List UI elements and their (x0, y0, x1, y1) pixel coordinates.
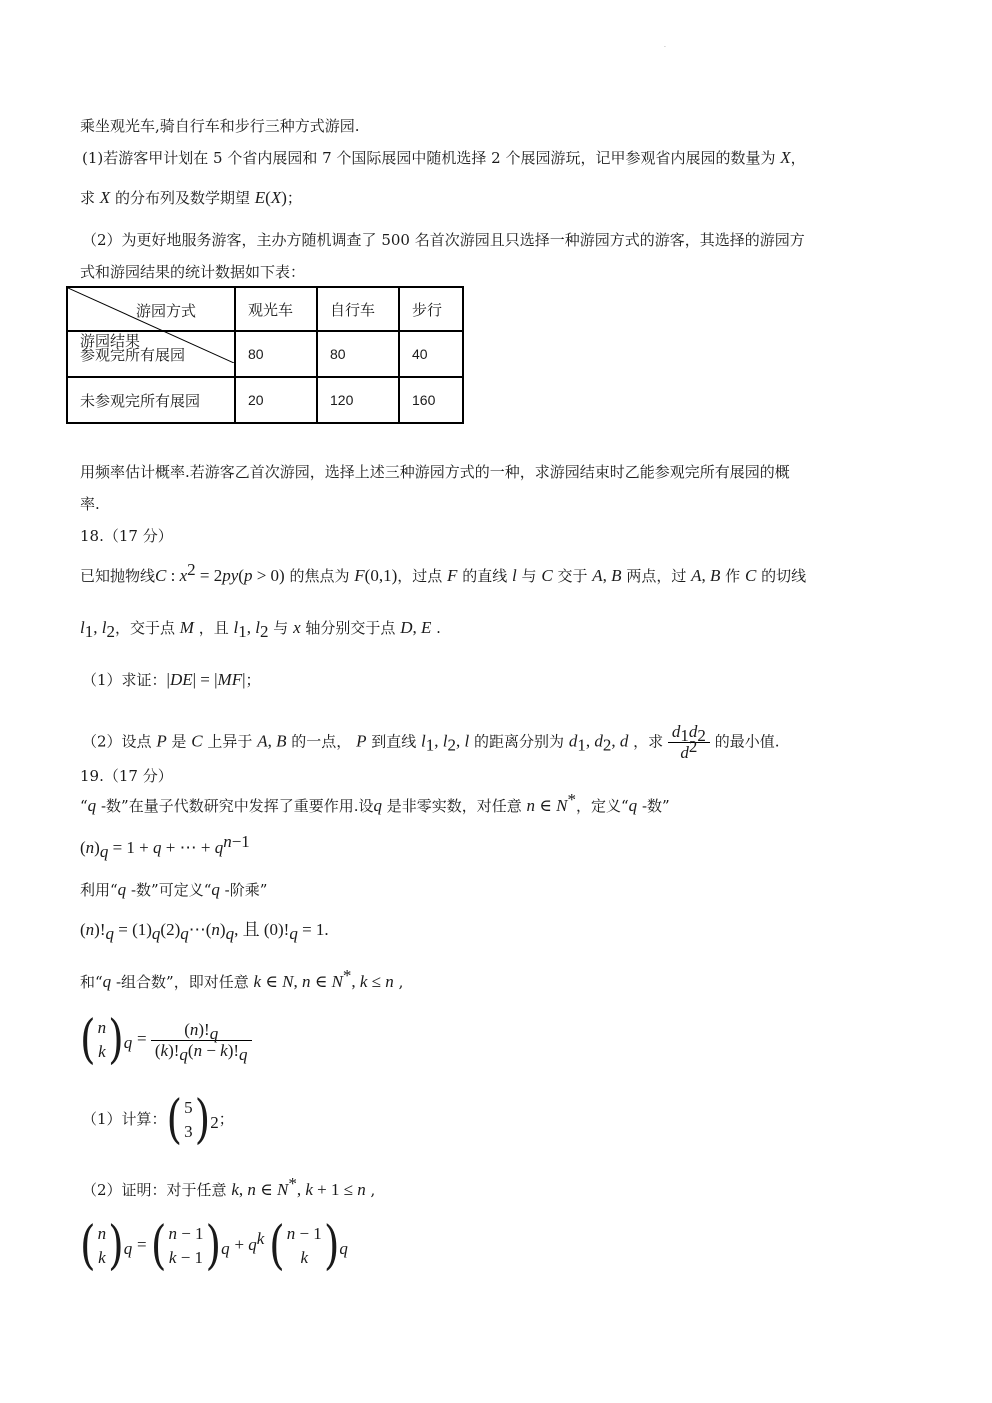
table-header-row (67, 287, 463, 331)
table-cell: 40 (399, 331, 463, 377)
formula-pascal-identity: ( n $k)_q$ = ( n − 1 $k - 1)_q + q^k$ ( n − 1 k )$_q$ (80, 1216, 348, 1276)
binom-n-k: ( n $k)_q$ (80, 1010, 133, 1070)
table-cell: 80 (317, 331, 399, 377)
table-cell: 160 (399, 377, 463, 423)
p19-factorial-intro: 利用“q -数”可定义“q -阶乘” (80, 880, 268, 899)
table-cell: 120 (317, 377, 399, 423)
table-col-header: 自行车 (317, 287, 399, 331)
binom-n1-k: ( n − 1 k )$_q$ (269, 1216, 348, 1276)
formula-q-number: $(n)_q = 1 + q$ + ⋯ + $q^{n-1}$ (80, 832, 250, 861)
stats-table (66, 286, 464, 424)
formula-q-factorial: $(n)!_q$ = $(1)_q(2)_q\cdots(n)_q$, 且 $(0)!_q = 1$. (80, 920, 329, 943)
p19-question-2: （2）证明：对于任意 k, n ∈ N*, k + 1 ≤ n , (82, 1174, 376, 1199)
table-col-header: 观光车 (235, 287, 317, 331)
corner-header-top: 游园方式 (136, 302, 197, 320)
p16-question-2: （2）为更好地服务游客，主办方随机调查了 500 名首次游园且只选择一种游园方式的游客，其选择的游园方 (82, 231, 805, 249)
table-col-header: 步行 (399, 287, 463, 331)
table-cell: 80 (235, 331, 317, 377)
p19-question-1: （1）计算：( 5 $3)_2$； (82, 1090, 234, 1150)
table-corner-cell (67, 287, 235, 350)
p16-question-1-cont: 求 X 的分布列及数学期望 E(X)； (80, 188, 302, 207)
fraction-d1d2-over-d2: $\frac{d_1d_2}{d^2}$ (668, 722, 710, 763)
p19-binom-intro: 和“q -组合数”，即对任意 k ∈ N, n ∈ N*, k ≤ n , (80, 966, 404, 991)
binom-5-3: ( 5 $3)_2$ (166, 1090, 219, 1150)
p19-stem: “q -数”在量子代数研究中发挥了重要作用.设q 是非零实数，对任意 n ∈ N*，定义“q -数” (80, 790, 670, 815)
p18-question-1: （1）求证：|DE| = |MF|； (82, 670, 261, 689)
corner-header-bottom: 游园结果 (80, 332, 141, 350)
p18-stem-cont: $l_1$, $l_2$，交于点 M ，且 $l_1$, $l_2$ 与 x 轴分别交于点 D, E . (80, 618, 441, 641)
p16-question-1: (1)若游客甲计划在 5 个省内展园和 7 个国际展园中随机选择 2 个展园游玩，记甲参观省内展园的数量为 X， (82, 148, 806, 167)
fraction-q-binomial: $\frac{(n)!_q}{(k)!_q(n - k)!_q}$ (151, 1020, 252, 1061)
binom-n1-k1: ( n − 1 $k - 1)_q$ (150, 1216, 230, 1276)
p18-heading: 18.（17 分） (80, 527, 173, 545)
table-row (67, 377, 463, 423)
scan-dot: . (664, 42, 666, 49)
p19-heading: 19.（17 分） (80, 767, 173, 785)
table-cell: 20 (235, 377, 317, 423)
binom-n-k: ( n $k)_q$ (80, 1216, 133, 1276)
p16-question-2-cont: 式和游园结果的统计数据如下表： (80, 263, 306, 281)
p16-question-2-end2: 率. (80, 495, 100, 513)
p18-question-2: （2）设点 P 是 C 上异于 A, B 的一点， P 到直线 $l_1$, $l_2$, l 的距离分别为 $d_1$, $d_2$, d ，求 $\frac{d_1d_2}{d^2}$ 的最小值. (82, 722, 780, 762)
p16-intro: 乘坐观光车,骑自行车和步行三种方式游园. (80, 117, 360, 135)
p16-question-2-end: 用频率估计概率.若游客乙首次游园，选择上述三种游园方式的一种，求游园结束时乙能参观完所有展园的概 (80, 463, 790, 481)
table-row-label: 未参观完所有展园 (67, 377, 235, 423)
table-row-label: 参观完所有展园 (67, 331, 235, 377)
formula-q-binomial: ( n $k)_q$ = $\frac{(n)!_q}{(k)!_q(n - k)!_q}$ (80, 1016, 252, 1064)
p18-stem: 已知抛物线C : $x^2 = 2py(p > 0)$ 的焦点为 F(0,1)，过点 F 的直线 l 与 C 交于 A, B 两点，过 A, B 作 C 的切线 (80, 560, 807, 585)
